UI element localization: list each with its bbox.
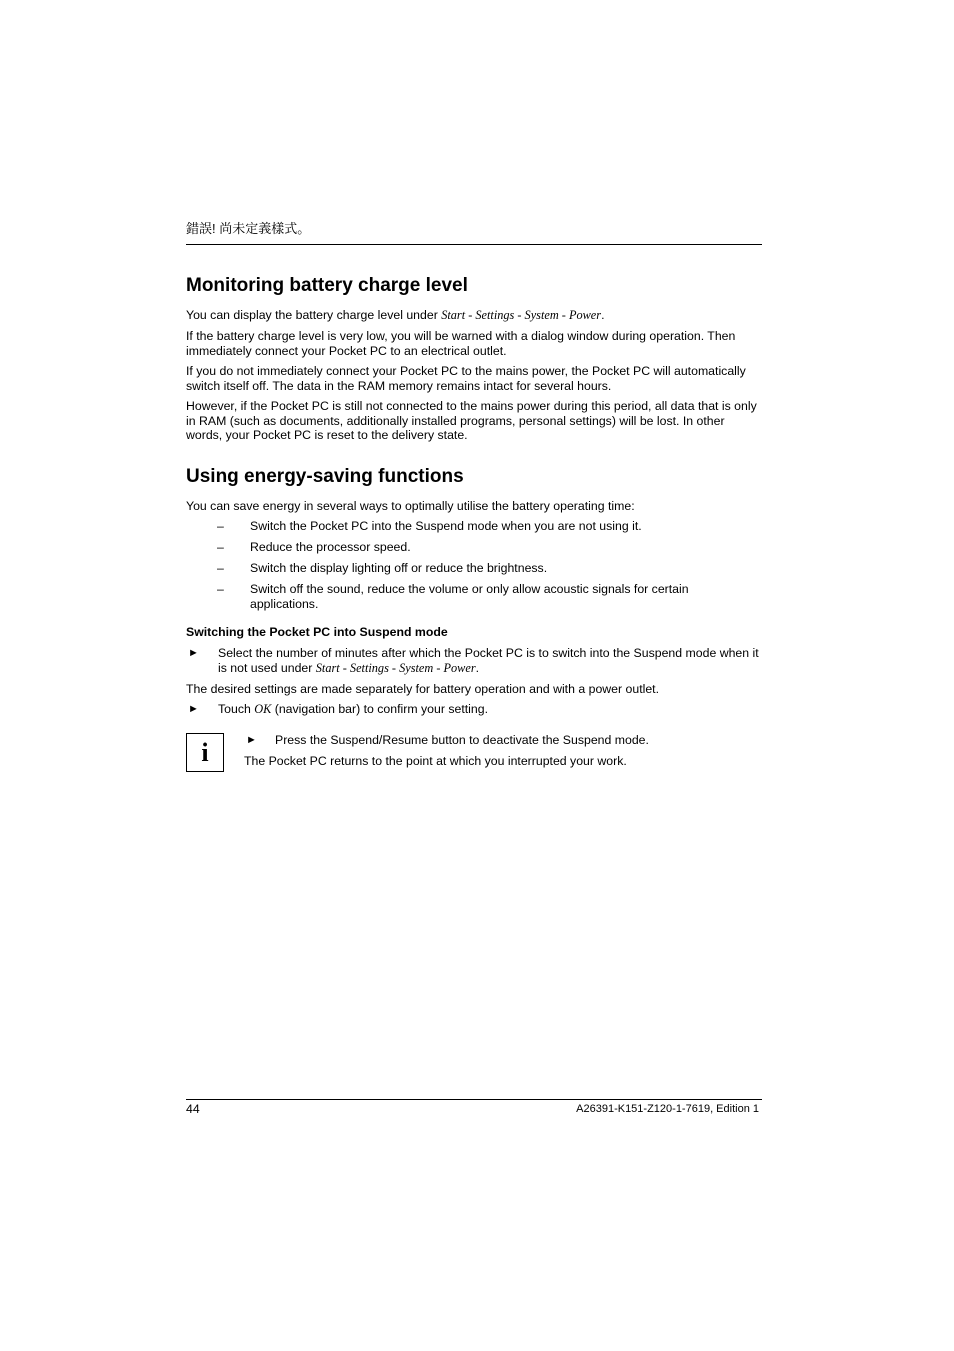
bullet-marker: – xyxy=(217,561,224,575)
bullet-marker: – xyxy=(217,582,224,596)
paragraph-settings-note: The desired settings are made separately for battery operation and with a power outlet. xyxy=(186,682,660,696)
section-heading-energy: Using energy-saving functions xyxy=(186,466,464,487)
text-run: (navigation bar) to confirm your setting. xyxy=(271,702,488,716)
step-select-minutes xyxy=(218,646,762,675)
text-run: Select the number of minutes after which the Pocket PC is to switch into the Suspend mode when it is not used under xyxy=(218,646,759,675)
step-arrow-icon: ► xyxy=(188,703,199,715)
step-touch-ok xyxy=(218,702,762,717)
list-item: Switch the Pocket PC into the Suspend mode when you are not using it. xyxy=(250,519,642,533)
paragraph-battery-display xyxy=(186,308,762,323)
running-header: 錯誤! 尚未定義樣式。 xyxy=(186,219,762,245)
info-result-text: The Pocket PC returns to the point at which you interrupted your work. xyxy=(244,754,627,768)
menu-path: Start - Settings - System - Power xyxy=(315,660,476,675)
text-run: . xyxy=(601,308,605,322)
bullet-marker: – xyxy=(217,519,224,533)
page-number: 44 xyxy=(186,1102,200,1116)
paragraph-energy-intro: You can save energy in several ways to optimally utilise the battery operating time: xyxy=(186,499,635,513)
section-heading-battery: Monitoring battery charge level xyxy=(186,275,468,296)
info-icon: i xyxy=(186,733,224,772)
ok-label: OK xyxy=(254,702,272,716)
menu-path: Start - Settings - System - Power xyxy=(441,308,602,322)
footer-divider xyxy=(186,1099,762,1100)
paragraph-data-loss: However, if the Pocket PC is still not connected to the mains power during this period, all data that is only in RAM (such as documents, additionally installed programs, personal settings) will be lost. In other words, your Pocket PC is reset to the delivery state. xyxy=(186,399,757,442)
document-page xyxy=(186,0,762,1351)
step-arrow-icon: ► xyxy=(246,734,257,746)
text-run: You can display the battery charge level under xyxy=(186,308,442,322)
subsection-heading-suspend: Switching the Pocket PC into Suspend mode xyxy=(186,625,448,639)
list-item: Switch the display lighting off or reduce the brightness. xyxy=(250,561,548,575)
list-item: Switch off the sound, reduce the volume or only allow acoustic signals for certain applications. xyxy=(250,582,689,611)
text-run: Touch xyxy=(218,702,255,716)
paragraph-auto-off: If you do not immediately connect your Pocket PC to the mains power, the Pocket PC will automatically switch itself off. The data in the RAM memory remains intact for several hours. xyxy=(186,364,746,393)
list-item: Reduce the processor speed. xyxy=(250,540,411,554)
text-run: . xyxy=(475,660,480,675)
bullet-marker: – xyxy=(217,540,224,554)
step-arrow-icon: ► xyxy=(188,647,199,659)
paragraph-low-warning: If the battery charge level is very low, you will be warned with a dialog window during operation. Then immediately connect your Pocket PC to an electrical outlet. xyxy=(186,329,736,358)
info-step-resume: Press the Suspend/Resume button to deactivate the Suspend mode. xyxy=(275,733,649,747)
document-id: A26391-K151-Z120-1-7619, Edition 1 xyxy=(576,1103,759,1115)
